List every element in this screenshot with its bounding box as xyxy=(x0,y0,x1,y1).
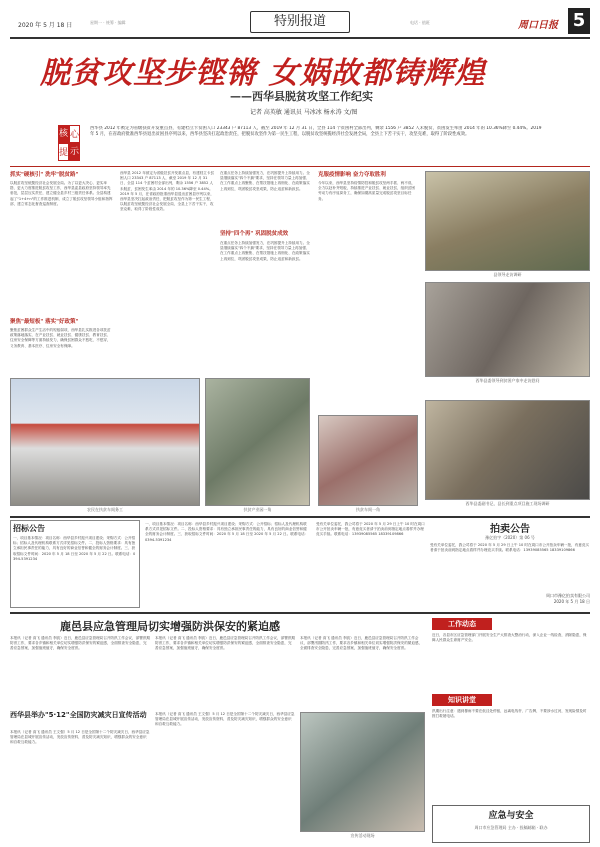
core-tip-label xyxy=(58,125,80,161)
banner-byline: 记者 高英敏 通讯员 马冰冰 杨永涛 文/图 xyxy=(250,109,358,116)
auction-title: 拍卖公告 xyxy=(490,524,530,535)
article-heading: 坚持"四个再" 巩固脱贫成效 xyxy=(220,231,289,237)
core-tip-char: 心 xyxy=(69,125,80,143)
column-title: 特别报道 xyxy=(250,11,350,33)
masthead-small-left: 星期一 · 统筹 · 编辑 xyxy=(90,20,126,25)
knowledge-title: 知识讲堂 xyxy=(432,694,492,706)
masthead-date: 2020 年 5 月 18 日 xyxy=(18,22,73,29)
article-heading: 抓实"硬核引" 洗牢"脱贫路" xyxy=(10,172,79,178)
core-tip-rule xyxy=(10,166,590,167)
work-tips-body: 近日，各县市区应急管理部门开展安全生产大排查大整治行动，深入企业一线检查，消除隐患，保障人民群众生命财产安全。 xyxy=(432,633,587,643)
footer-box-title: 应急与安全 xyxy=(488,811,534,821)
bottom-headline: 鹿邑县应急管理局切实增强防洪保安的紧迫感 xyxy=(60,620,280,633)
core-tip-char: 提 xyxy=(58,143,69,161)
photo xyxy=(10,378,200,506)
photo xyxy=(205,378,310,506)
photo xyxy=(300,712,425,832)
page-number: 5 xyxy=(568,8,590,34)
photo xyxy=(425,282,590,377)
photo-caption: 扶贫产业园一角 xyxy=(243,507,272,512)
knowledge-body: 汛期出行注意：遇到暴雨不要在低洼处停留，远离电线杆、广告牌，不要涉水过河，发现险情及时拨打救援电话。 xyxy=(432,709,587,719)
core-tip-char: 核 xyxy=(58,125,69,143)
article-body: 今年以来，西华县坚持疫情防控和脱贫攻坚两手抓、两不误，全力以赴补齐短板，持续推进产业扶贫、就业扶贫，组织贫困劳动力有序返岗务工，确保如期高质量完成脱贫攻坚目标任务。 xyxy=(318,181,416,201)
auction-date: 2020 年 5 月 18 日 xyxy=(553,599,590,604)
bottom-body: 本报讯（记者 高飞 通讯员 李凯）近日，鹿邑县应急管理局召开防汛工作会议，部署汛期防汛工作，要求各乡镇和相关单位切实增强防洪保安的紧迫感，全面排查安全隐患，完善应急预案，加强值班值守，确保安全度汛。 xyxy=(10,636,150,651)
masthead-small-right: 电话 · 值班 xyxy=(410,20,430,25)
photo-caption: 农民在扶贫车间务工 xyxy=(87,507,123,512)
photo xyxy=(318,415,418,506)
paper-name: 周口日报 xyxy=(518,20,558,31)
auction-subtitle: 豫亿拍字（2020）第 06 号 xyxy=(485,535,535,540)
bottom-body-2: 本报讯（记者 高飞 通讯员 王文强）5 月 12 日是全国第十二个防灾减灾日，西华县应急管理局在县城开展宣传活动，发放宣传资料，普及防灾减灾知识，增强群众的安全意识和自救互救能力。 xyxy=(10,730,150,745)
article-body: 在重点任务上持续加强发力，在巩固提升上持续用力。全县继续落实"四个不摘"要求，坚持在领导力量上再加强、在工作重点上再聚焦、在帮扶措施上再细化、在政策落实上再到位，巩固脱贫攻坚成果，防止返贫和新致贫。 xyxy=(220,241,310,261)
photo-caption: 扶贫车间一角 xyxy=(356,507,380,512)
footer-box xyxy=(432,805,590,843)
auction-company: 周口市豫亿拍卖有限公司 xyxy=(546,593,590,598)
notice-auction xyxy=(430,520,590,608)
notice-body: 一、项目基本情况：项目名称：西华县乡村振兴项目建设；采购方式：公开招标；招标人及代理机构联系方式详见招标文件。二、投标人资格要求：具有独立承担民事责任的能力，具有良好的商业信誉和健全的财务会计制度。三、获取招标文件时间：2020 年 5 月 18 日至 2020 年 5 月 22 日。联系电话：0394-5391234 xyxy=(145,522,309,542)
bottom-body-2: 本报讯（记者 高飞 通讯员 王文强）5 月 12 日是全国第十二个防灾减灾日，西华县应急管理局在县城开展宣传活动，发放宣传资料，普及防灾减灾知识，增强群众的安全意识和自救互救能力。 xyxy=(155,712,295,727)
banner-title: 脱贫攻坚步铿锵 女娲故都铸辉煌 xyxy=(40,56,486,91)
notice-body: 受有关单位委托，我公司将于 2020 年 5 月 29 日上午 10 时在周口市公开拍卖车辆一批，有意竞买者请于拍卖前到指定地点看样并办理竞买手续。联系电话：13939085565 18339109866 xyxy=(316,522,425,537)
core-tip-char: 示 xyxy=(69,143,80,161)
masthead-rule xyxy=(10,37,590,39)
article-body: 在重点任务上持续加强发力，在巩固提升上持续用力。全县继续落实"四个不摘"要求，坚持在领导力量上再加强、在工作重点上再聚焦、在帮扶措施上再细化、在政策落实上再到位，巩固脱贫攻坚成果，防止返贫和新致贫。 xyxy=(220,171,310,191)
photo xyxy=(425,400,590,500)
bottom-body: 本报讯（记者 高飞 通讯员 李凯）近日，鹿邑县应急管理局召开防汛工作会议，部署汛期防汛工作，要求各乡镇和相关单位切实增强防洪保安的紧迫感，全面排查安全隐患，完善应急预案，加强值班值守，确保安全度汛。 xyxy=(300,636,423,651)
photo-caption: 宣传活动现场 xyxy=(350,833,375,838)
notice-recruit xyxy=(10,520,140,608)
masthead xyxy=(10,6,590,36)
article-body: 聚焦贫困群众生产生活中的短板弱项，西华县扎实推进各项扶贫政策落地落实，在产业扶贫、就业扶贫、健康扶贫、教育扶贫、住房安全保障等方面持续发力，确保贫困群众不愁吃、不愁穿，义务教育、基本医疗、住房安全有保障。 xyxy=(10,328,111,348)
section-rule xyxy=(10,516,590,518)
bottom-body: 本报讯（记者 高飞 通讯员 李凯）近日，鹿邑县应急管理局召开防汛工作会议，部署汛期防汛工作，要求各乡镇和相关单位切实增强防洪保安的紧迫感，全面排查安全隐患，完善应急预案，加强值班值守，确保安全度汛。 xyxy=(155,636,295,651)
work-tips-title: 工作动态 xyxy=(432,618,492,630)
banner-subtitle: ——西华县脱贫攻坚工作纪实 xyxy=(230,90,373,103)
article-body: 以脱贫攻坚统揽经济社会发展全局。为了以更大决心、更实举措、更大力度推进脱贫攻坚工作，西华县委县政府坚持领导率先垂范，层层压实责任，建立健全县乡村三级责任体系。全县构建起了"1+4+n"的工作推进机制，成立了脱贫攻坚领导小组和指挥部，建立常态化督查巡查制度。 xyxy=(10,181,113,206)
notice-title: 招标公告 xyxy=(13,524,45,533)
photo-caption: 西华县委领导到贫困户家中走访慰问 xyxy=(475,378,540,383)
bottom-headline-2: 西华县举办"5·12"全国防灾减灾日宣传活动 xyxy=(10,711,147,719)
article-body: 西华县 2012 年被定为省级扶贫开发重点县，有建档立卡贫困人口 23343 户 87113 人，截至 2019 年 12 月 31 日，全县 114 个贫困村全部出列，剩余 1556 户 3852 人未脱贫，贫困发生率由 2014 年的 10.36%降至 0.44%。2019 年 5 月，在省政府批准西华县退出贫困县序列以来，西华县坚决扛起政治责任，把脱贫攻坚作为第一民生工程，以脱贫攻坚统揽经济社会发展全局，全县上下苦干实干，攻坚克难，取得了阶段性成效。 xyxy=(120,171,215,212)
auction-body: 受有关单位委托，我公司将于 2020 年 5 月 29 日上午 10 时在周口市公开拍卖车辆一批，有意竞买者请于拍卖前到指定地点看样并办理竞买手续。联系电话：13939085565 18339109866 xyxy=(430,543,590,553)
footer-box-line: 周口市应急管理局 主办 · 投稿邮箱 · 联办 xyxy=(474,825,548,830)
article-heading: 聚焦"最短板" 落实"好政策" xyxy=(10,319,79,325)
article-heading: 克服疫情影响 奋力夺取胜利 xyxy=(318,172,386,178)
photo xyxy=(425,171,590,271)
section-rule xyxy=(10,612,590,614)
photo-caption: 县领导走访调研 xyxy=(493,272,522,277)
notice-body: 一、项目基本情况：项目名称：西华县乡村振兴项目建设；采购方式：公开招标；招标人及代理机构联系方式详见招标文件。二、投标人资格要求：具有独立承担民事责任的能力，具有良好的商业信誉和健全的财务会计制度。三、获取招标文件时间：2020 年 5 月 18 日至 2020 年 5 月 22 日。联系电话：0394-5391234 xyxy=(13,536,136,561)
photo-caption: 西华县委副书记、县长到重点项目施工现场调研 xyxy=(465,501,550,506)
core-tip-body: 西华县 2012 年被定为省级扶贫开发重点县，有建档立卡贫困人口 23343 户 87113 人，截至 2019 年 12 月 31 日，全县 114 个贫困村全部出列，剩余 1556 户 3852 人未脱贫，贫困发生率由 2014 年的 10.36%降至 0.44%。2019 年 5 月，在省政府批准西华县退出贫困县序列以来，西华县坚决扛起政治责任，把脱贫攻坚作为第一民生工程，以脱贫攻坚统揽经济社会发展全局，全县上下苦干实干，攻坚克难，取得了阶段性成效。 xyxy=(90,126,542,137)
